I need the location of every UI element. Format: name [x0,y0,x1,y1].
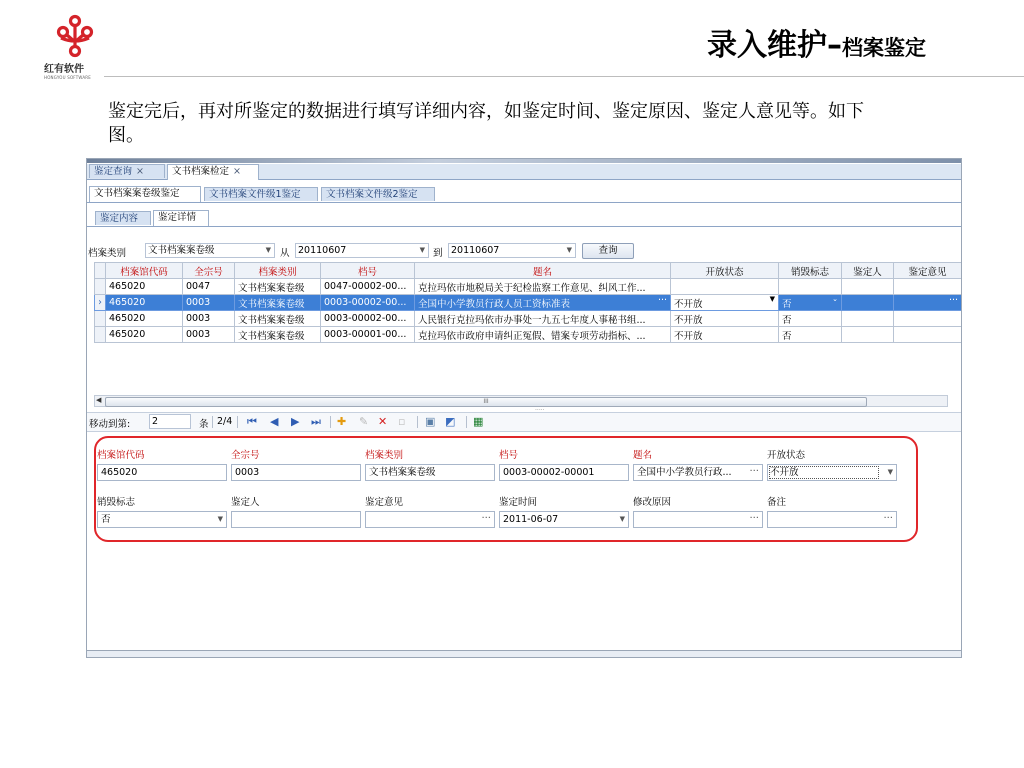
grid-header-row [95,263,962,279]
tab-appraisal-query[interactable] [89,164,165,178]
cell-title[interactable]: 克拉玛依市政府申请纠正冤假、错案专项劳动指标、... [415,327,671,343]
divider [417,416,418,428]
row-indicator [95,279,106,295]
cell-archive-code[interactable]: 465020 [106,311,183,327]
to-date-field[interactable] [448,243,576,258]
cell-opinion[interactable] [894,279,962,295]
first-icon[interactable]: ⏮ [247,415,257,428]
file-no-label: 档号 [499,450,519,461]
row-indicator [95,327,106,343]
cell-open-status-text: 不开放 [674,298,703,310]
slide-title-sub: 档案鉴定 [842,36,926,60]
col-header-appraiser[interactable]: 鉴定人 [842,263,894,279]
cell-opinion[interactable] [894,327,962,343]
cell-destroy-flag[interactable] [779,295,842,311]
tab-label: 鉴定查询 [94,166,133,177]
open-status-value: 不开放 [769,466,879,479]
export-icon[interactable]: ◩ [445,415,456,428]
slide-title [707,20,926,64]
delete-icon[interactable]: ✕ [378,415,388,428]
cell-archive-code[interactable]: 465020 [106,295,183,311]
header-divider [104,76,1024,77]
cell-title[interactable] [415,295,671,311]
cell-category[interactable]: 文书档案案卷级 [235,279,321,295]
col-header-fonds[interactable]: 全宗号 [183,263,235,279]
move-to-input[interactable]: 2 [149,414,191,429]
tab-volume-level[interactable]: 文书档案案卷级鉴定 [89,186,201,202]
tab-appraisal-details[interactable]: 鉴定详情 [153,210,209,226]
cell-category[interactable]: 文书档案案卷级 [235,311,321,327]
to-label: 到 [433,248,443,259]
chevron-down-icon[interactable]: ▼ [619,515,625,523]
cell-destroy-flag-text: 否 [782,298,792,310]
tab-file-level-1[interactable]: 文书档案文件级1鉴定 [204,187,318,201]
slide-title-main: 录入维护– [707,28,842,63]
from-date-value: 20110607 [298,245,347,256]
cell-destroy-flag[interactable]: 否 [779,327,842,343]
divider [330,416,331,428]
from-label: 从 [280,248,290,259]
category-label: 档案类别 [365,450,404,461]
opinion-input[interactable] [365,511,495,528]
cell-destroy-flag[interactable] [779,279,842,295]
divider [212,416,213,428]
row-indicator [95,311,106,327]
prev-icon[interactable]: ◀ [270,415,279,428]
cell-fonds[interactable]: 0047 [183,279,235,295]
ellipsis-icon[interactable]: ··· [481,513,491,524]
col-header-destroy-flag[interactable]: 销毁标志 [779,263,842,279]
title-field-value: 全国中小学教员行政... [637,467,732,478]
logo-name-en: HONGYOU SOFTWARE [44,75,91,80]
content-tabs [87,210,961,227]
chevron-down-icon[interactable]: ▼ [566,246,572,254]
move-to-label: 移动到第: [89,419,131,430]
document-tabs [87,164,961,180]
table-row-selected[interactable] [95,295,962,311]
cell-title-text: 全国中小学教员行政人员工资标准表 [418,298,571,310]
query-button[interactable]: 查询 [582,243,634,259]
chevron-down-icon[interactable]: ▼ [887,468,893,476]
cell-appraiser[interactable] [842,327,894,343]
destroy-flag-select[interactable] [97,511,227,528]
cell-appraiser[interactable] [842,279,894,295]
col-header-file-no[interactable]: 档号 [321,263,415,279]
record-navigator [87,412,961,432]
divider [237,416,238,428]
divider [466,416,467,428]
col-header-title[interactable]: 题名 [415,263,671,279]
logo-name-cn: 红有软件 [44,64,84,75]
category-field[interactable]: 文书档案案卷级 [365,464,495,481]
opinion-label: 鉴定意见 [365,497,404,508]
records-grid [94,262,961,394]
cell-category[interactable]: 文书档案案卷级 [235,327,321,343]
cell-open-status[interactable] [671,279,779,295]
table-row[interactable] [95,279,962,295]
grid-corner [95,263,106,279]
detail-form [96,439,960,549]
last-icon[interactable]: ⏭ [311,415,321,428]
cell-fonds[interactable]: 0003 [183,295,235,311]
row-indicator: › [95,295,106,311]
table-row[interactable] [95,311,962,327]
archive-code-label: 档案馆代码 [97,450,145,461]
modify-reason-input[interactable] [633,511,763,528]
chevron-down-icon[interactable]: ▼ [419,246,425,254]
appraisal-date-value: 2011-06-07 [503,514,559,525]
edit-icon[interactable]: ✎ [359,415,369,428]
open-status-select[interactable] [767,464,897,481]
horizontal-scrollbar[interactable] [94,395,948,407]
appraisal-date-label: 鉴定时间 [499,497,538,508]
ellipsis-icon[interactable]: ··· [749,513,759,524]
close-icon[interactable]: × [233,166,241,177]
company-logo [44,14,106,94]
cell-file-no[interactable]: 0003-00001-00... [321,327,415,343]
to-date-value: 20110607 [451,245,500,256]
tab-file-level-2[interactable]: 文书档案文件级2鉴定 [321,187,435,201]
remark-label: 备注 [767,497,787,508]
col-header-category[interactable]: 档案类别 [235,263,321,279]
cell-open-status[interactable]: 不开放 [671,311,779,327]
scroll-left-icon[interactable]: ◀ [96,396,102,404]
splitter-grip[interactable]: ..... [535,405,545,412]
cell-file-no[interactable]: 0047-00002-00... [321,279,415,295]
cell-appraiser[interactable] [842,311,894,327]
tab-document-archive-check[interactable] [167,164,259,180]
tab-label: 文书档案检定 [172,166,230,177]
remark-input[interactable] [767,511,897,528]
category-label: 档案类别 [88,248,127,259]
chevron-down-icon[interactable]: ▼ [769,295,775,303]
cell-opinion[interactable] [894,311,962,327]
ellipsis-icon[interactable]: ··· [657,295,667,306]
table-row[interactable] [95,327,962,343]
chevron-down-icon[interactable]: ▼ [217,515,223,523]
logo-icon [53,14,97,58]
next-icon[interactable]: ▶ [291,415,300,428]
title-label: 题名 [633,450,653,461]
unit-label: 条 [199,419,209,430]
position-indicator: 2/4 [217,416,233,427]
cell-opinion[interactable] [894,295,962,311]
app-window [86,158,962,658]
ellipsis-icon[interactable]: ··· [883,513,893,524]
ellipsis-icon[interactable]: ··· [749,466,759,477]
ellipsis-icon[interactable]: ··· [948,295,958,306]
chevron-down-icon[interactable]: ⌄ [832,295,838,303]
cell-category[interactable]: 文书档案案卷级 [235,295,321,311]
fonds-label: 全宗号 [231,450,260,461]
cell-title[interactable]: 克拉玛依市地税局关于纪检监察工作意见、纠风工作... [415,279,671,295]
appraiser-label: 鉴定人 [231,497,260,508]
col-header-open-status[interactable]: 开放状态 [671,263,779,279]
slide-description: 鉴定完后，再对所鉴定的数据进行填写详细内容，如鉴定时间、鉴定原因、鉴定人意见等。如下图。 [108,101,864,146]
cell-archive-code[interactable]: 465020 [106,327,183,343]
scrollbar-thumb[interactable]: III [105,397,867,407]
modify-reason-label: 修改原因 [633,497,672,508]
chevron-down-icon[interactable]: ▼ [265,246,271,254]
add-icon[interactable]: ✚ [337,415,347,428]
appraiser-input[interactable] [231,511,361,528]
destroy-flag-label: 销毁标志 [97,497,136,508]
excel-icon[interactable]: ▦ [473,415,484,428]
destroy-flag-value: 否 [101,514,111,525]
cell-archive-code[interactable]: 465020 [106,279,183,295]
cell-title[interactable]: 人民银行克拉玛依市办事处一九五七年度人事秘书组... [415,311,671,327]
tab-appraisal-content[interactable]: 鉴定内容 [95,211,151,225]
file-no-field[interactable]: 0003-00002-00001 [499,464,629,481]
col-header-opinion[interactable]: 鉴定意见 [894,263,962,279]
open-status-label: 开放状态 [767,450,806,461]
save-icon[interactable]: ▫ [398,415,406,428]
appraisal-date-field[interactable] [499,511,629,528]
fonds-field[interactable]: 0003 [231,464,361,481]
cell-open-status[interactable]: 不开放 [671,327,779,343]
filter-bar [87,243,961,259]
close-icon[interactable]: × [136,166,144,177]
window-bottom-edge [87,650,961,657]
cell-fonds[interactable]: 0003 [183,311,235,327]
category-select[interactable] [145,243,275,258]
cell-file-no[interactable]: 0003-00002-00... [321,295,415,311]
cell-fonds[interactable]: 0003 [183,327,235,343]
archive-level-tabs [87,186,961,203]
cell-open-status-editor[interactable] [671,295,779,311]
title-field[interactable] [633,464,763,481]
category-value: 文书档案案卷级 [148,245,215,256]
cell-file-no[interactable]: 0003-00002-00... [321,311,415,327]
cell-destroy-flag[interactable]: 否 [779,311,842,327]
cell-appraiser[interactable] [842,295,894,311]
refresh-icon[interactable]: ▣ [425,415,436,428]
col-header-archive-code[interactable]: 档案馆代码 [106,263,183,279]
from-date-field[interactable] [295,243,429,258]
archive-code-field[interactable]: 465020 [97,464,227,481]
